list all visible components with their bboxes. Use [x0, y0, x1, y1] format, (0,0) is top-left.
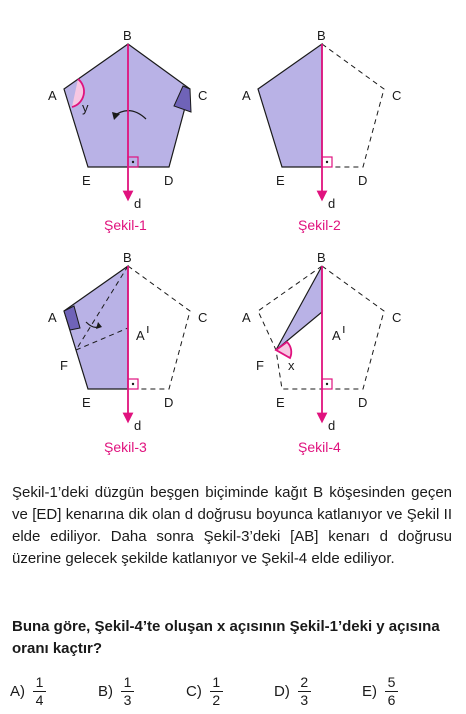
- numerator: 1: [123, 674, 132, 690]
- choice-d[interactable]: [274, 675, 311, 708]
- label-e-4: E: [276, 395, 285, 410]
- label-a-4: A: [242, 310, 251, 325]
- denominator: 3: [300, 692, 309, 709]
- figure-2: [242, 28, 401, 233]
- label-a-3: A: [48, 310, 57, 325]
- prime-mark-3: ı: [146, 321, 150, 336]
- label-axis-d-3: d: [134, 418, 142, 433]
- figure-3: [48, 250, 207, 455]
- right-angle-dot-2: [326, 161, 328, 163]
- choice-c-fraction: [210, 675, 223, 708]
- answer-choices: [10, 675, 460, 711]
- label-a-2: A: [242, 88, 251, 103]
- label-aprime-4: A: [332, 328, 341, 343]
- choice-e[interactable]: [362, 675, 398, 708]
- choice-d-fraction: [298, 675, 311, 708]
- label-aprime-3: A: [136, 328, 145, 343]
- label-f-3: F: [60, 358, 68, 373]
- label-axis-d-2: d: [328, 196, 336, 211]
- problem-text: Şekil-1’deki düzgün beşgen biçiminde kağıt B köşesinden geçen ve [ED] kenarına dik olan d doğrusu boyunca katlanıyor ve Şekil II elde ediliyor. Daha sonra Şekil-3’deki [AB] kenarı d doğrusu üzerine gelecek şekilde katlanıyor ve Şekil-4 elde ediliyor.: [12, 484, 452, 567]
- figure-4: [242, 250, 401, 455]
- caption-4: Şekil-4: [298, 439, 341, 455]
- label-b: B: [123, 28, 132, 43]
- choice-e-fraction: [385, 675, 398, 708]
- right-angle-dot: [132, 161, 134, 163]
- figure-1: [48, 28, 207, 233]
- choice-e-label: E): [362, 683, 377, 701]
- label-c-4: C: [392, 310, 402, 325]
- half-pentagon-2: [258, 44, 322, 167]
- question-text: Buna göre, Şekil-4’te oluşan x açısının Şekil-1’deki y açısına oranı kaçtır?: [12, 618, 440, 657]
- label-c: C: [198, 88, 208, 103]
- label-d: D: [164, 173, 174, 188]
- choice-b-label: B): [98, 683, 113, 701]
- label-d-2: D: [358, 173, 368, 188]
- numerator: 1: [35, 674, 44, 690]
- angle-x-arc: [276, 342, 291, 358]
- label-x: x: [288, 358, 295, 373]
- label-d-3: D: [164, 395, 174, 410]
- label-axis-d: d: [134, 196, 142, 211]
- label-axis-d-4: d: [328, 418, 336, 433]
- denominator: 4: [35, 692, 44, 709]
- right-angle-dot-3: [132, 383, 134, 385]
- choice-c[interactable]: [186, 675, 223, 708]
- denominator: 3: [123, 692, 132, 709]
- label-b-4: B: [317, 250, 326, 265]
- label-b-3: B: [123, 250, 132, 265]
- dashed-outline-2: [322, 44, 384, 167]
- label-e-2: E: [276, 173, 285, 188]
- caption-1: Şekil-1: [104, 217, 147, 233]
- denominator: 6: [387, 692, 396, 709]
- denominator: 2: [212, 692, 221, 709]
- choice-a[interactable]: [10, 675, 46, 708]
- label-d-4: D: [358, 395, 368, 410]
- numerator: 2: [300, 674, 309, 690]
- label-e-3: E: [82, 395, 91, 410]
- numerator: 5: [387, 674, 396, 690]
- choice-b[interactable]: [98, 675, 134, 708]
- label-c-3: C: [198, 310, 208, 325]
- right-angle-dot-4: [326, 383, 328, 385]
- prime-mark-4: ı: [342, 321, 346, 336]
- choice-d-label: D): [274, 683, 290, 701]
- caption-3: Şekil-3: [104, 439, 147, 455]
- choice-a-fraction: [33, 675, 46, 708]
- label-a: A: [48, 88, 57, 103]
- choice-b-fraction: [121, 675, 134, 708]
- choice-a-label: A): [10, 683, 25, 701]
- label-y: y: [82, 100, 89, 115]
- label-b-2: B: [317, 28, 326, 43]
- label-e: E: [82, 173, 91, 188]
- caption-2: Şekil-2: [298, 217, 341, 233]
- label-f-4: F: [256, 358, 264, 373]
- choice-c-label: C): [186, 683, 202, 701]
- numerator: 1: [212, 674, 221, 690]
- folded-triangle-4: [276, 266, 322, 350]
- label-c-2: C: [392, 88, 402, 103]
